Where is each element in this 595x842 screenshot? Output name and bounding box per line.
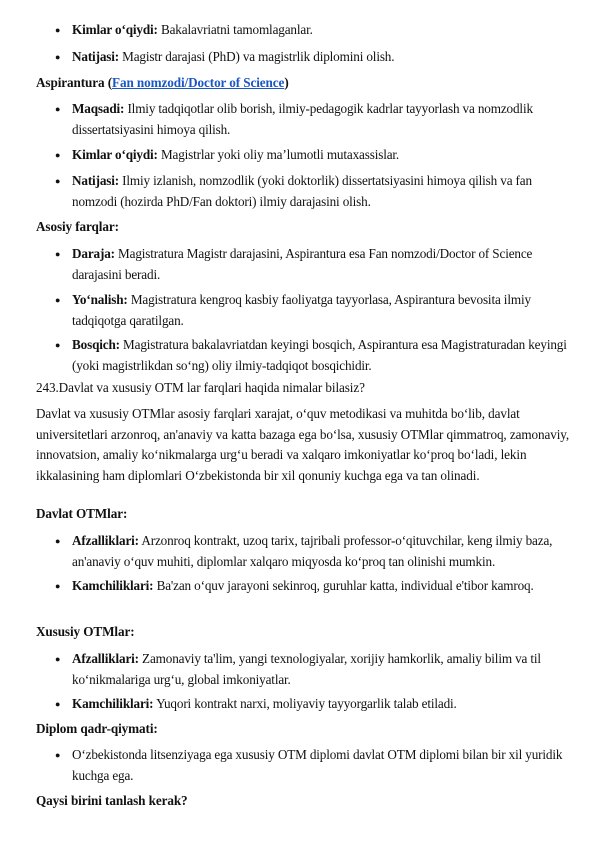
- bullet-icon: ●: [55, 249, 61, 259]
- section-heading: Davlat OTMlar:: [36, 506, 128, 521]
- bullet-icon: ●: [55, 52, 61, 62]
- list-item: ● Afzalliklari: Zamonaviy ta'lim, yangi texnologiyalar, xorijiy hamkorlik, amaliy bilim va til ko‘nikmalariga urg‘u, global imkoniyatlar.: [55, 651, 541, 687]
- bullet-icon: ●: [55, 581, 61, 591]
- list-item: ● O‘zbekistonda litsenziyaga ega xususiy OTM diplomi davlat OTM diplomi bilan bir xil yuridik kuchga ega.: [55, 747, 563, 783]
- bullet-icon: ●: [55, 654, 61, 664]
- list-item: ● Maqsadi: Ilmiy tadqiqotlar olib borish, ilmiy-pedagogik kadrlar tayyorlash va nomzodlik dissertatsiyasini himoya qilish.: [55, 101, 533, 137]
- section-heading: Asosiy farqlar:: [36, 219, 119, 234]
- list-item: ● Daraja: Magistratura Magistr darajasini, Aspirantura esa Fan nomzodi/Doctor of Science darajasini beradi.: [55, 246, 533, 282]
- section-heading: Qaysi birini tanlash kerak?: [36, 793, 188, 808]
- doctor-of-science-link[interactable]: Fan nomzodi/Doctor of Science: [112, 75, 285, 90]
- answer-paragraph: Davlat va xususiy OTMlar asosiy farqlari xarajat, o‘quv metodikasi va muhitda bo‘lib, davlat universitetlari arzonroq, an'anaviy va katta bazaga ega bo‘lsa, xususiy OTMlar qimmatroq, zamonaviy, innovatsion, amaliy ko‘nikmalarga urg‘u beradi va xalqaro imkoniyatlar ko‘proq bo‘ladi, lekin ikkalasining ham diplomlari O‘zbekistonda bir xil qonuniy kuchga ega va tan olinadi.: [36, 406, 570, 483]
- list-item: ● Yo‘nalish: Magistratura kengroq kasbiy faoliyatga tayyorlasa, Aspirantura bevosita ilmiy tadqiqotga qaratilgan.: [55, 292, 531, 328]
- section-heading: Xususiy OTMlar:: [36, 624, 135, 639]
- bullet-icon: ●: [55, 340, 61, 350]
- list-item: ● Bosqich: Magistratura bakalavriatdan keyingi bosqich, Aspirantura esa Magistraturadan keyingi (yoki magistrlikdan so‘ng) oliy ilmiy-tadqiqot bosqichidir.: [55, 337, 567, 373]
- list-item: ● Natijasi: Magistr darajasi (PhD) va magistrlik diplomini olish.: [72, 47, 577, 68]
- bullet-icon: ●: [55, 750, 61, 760]
- section-heading: Diplom qadr-qiymati:: [36, 721, 158, 736]
- list-item: ● Kimlar o‘qiydi: Magistrlar yoki oliy ma’lumotli mutaxassislar.: [72, 145, 577, 166]
- section-heading: Aspirantura (Fan nomzodi/Doctor of Science): [36, 75, 289, 90]
- bullet-icon: ●: [55, 295, 61, 305]
- bullet-icon: ●: [55, 104, 61, 114]
- list-item: ● Afzalliklari: Arzonroq kontrakt, uzoq tarix, tajribali professor-o‘qituvchilar, keng ilmiy baza, an'anaviy o‘quv muhiti, diplomlar xalqaro miqyosda ko‘proq tan olinishi mumkin.: [55, 533, 553, 569]
- bullet-icon: ●: [55, 536, 61, 546]
- bullet-icon: ●: [55, 176, 61, 186]
- bullet-icon: ●: [55, 150, 61, 160]
- list-item: ● Natijasi: Ilmiy izlanish, nomzodlik (yoki doktorlik) dissertatsiyasini himoya qilish va fan nomzodi (hozirda PhD/Fan doktori) ilmiy darajasini olish.: [55, 173, 532, 209]
- list-item: ● Kamchiliklari: Yuqori kontrakt narxi, moliyaviy tayyorgarlik talab etiladi.: [72, 694, 577, 715]
- list-item: ● Kimlar o‘qiydi: Bakalavriatni tamomlaganlar.: [72, 20, 577, 41]
- bullet-icon: ●: [55, 699, 61, 709]
- question-paragraph: 243.Davlat va xususiy OTM lar farqlari haqida nimalar bilasiz?: [36, 380, 365, 395]
- list-item: ● Kamchiliklari: Ba'zan o‘quv jarayoni sekinroq, guruhlar katta, individual e'tibor kamroq.: [72, 576, 577, 597]
- bullet-icon: ●: [55, 25, 61, 35]
